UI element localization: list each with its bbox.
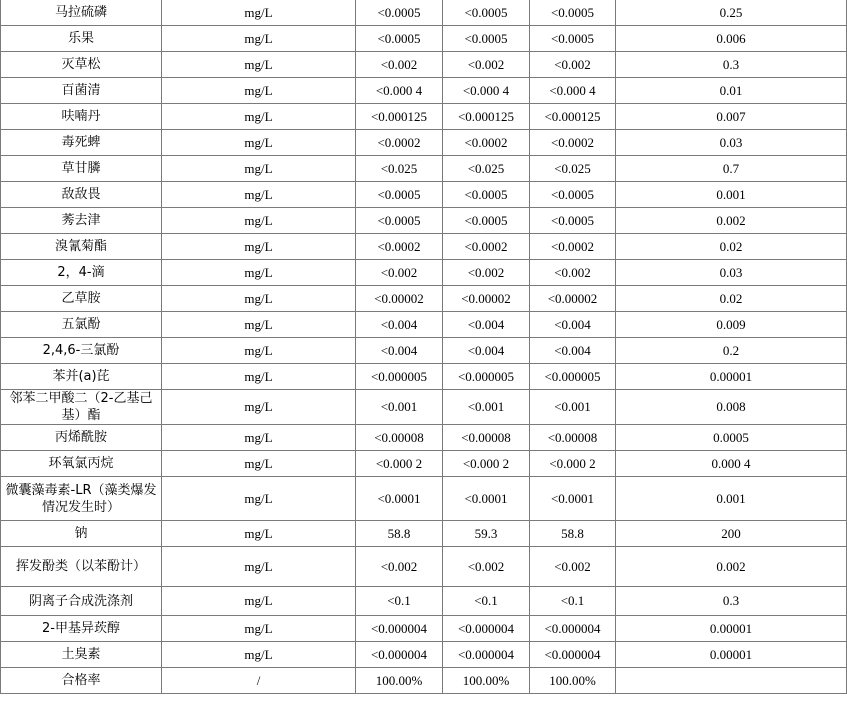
indicator-name-cell: 毒死蜱	[1, 130, 162, 156]
sample-2-value-cell: <0.00002	[443, 286, 530, 312]
sample-1-value-cell: <0.000 4	[356, 78, 443, 104]
indicator-name-cell: 2-甲基异莰醇	[1, 616, 162, 642]
sample-3-value-cell: <0.0001	[530, 477, 616, 521]
table-row	[1, 477, 847, 521]
sample-3-value-cell: <0.002	[530, 547, 616, 587]
sample-1-value-cell: 58.8	[356, 521, 443, 547]
indicator-name-cell: 五氯酚	[1, 312, 162, 338]
table-row	[1, 364, 847, 390]
table-row	[1, 642, 847, 668]
table-row	[1, 616, 847, 642]
limit-value-cell: 0.0005	[616, 425, 847, 451]
sample-1-value-cell: <0.004	[356, 312, 443, 338]
limit-value-cell: 0.009	[616, 312, 847, 338]
unit-cell: mg/L	[162, 364, 356, 390]
sample-3-value-cell: <0.0005	[530, 26, 616, 52]
sample-1-value-cell: <0.0002	[356, 234, 443, 260]
table-row	[1, 668, 847, 694]
unit-cell: mg/L	[162, 547, 356, 587]
sample-2-value-cell: <0.000005	[443, 364, 530, 390]
table-row	[1, 0, 847, 26]
unit-cell: mg/L	[162, 208, 356, 234]
table-row	[1, 425, 847, 451]
limit-value-cell: 0.002	[616, 547, 847, 587]
table-row	[1, 104, 847, 130]
unit-cell: mg/L	[162, 477, 356, 521]
sample-3-value-cell: <0.0005	[530, 208, 616, 234]
table-row	[1, 260, 847, 286]
unit-cell: mg/L	[162, 182, 356, 208]
indicator-name-cell: 苯并(a)芘	[1, 364, 162, 390]
sample-2-value-cell: <0.00008	[443, 425, 530, 451]
sample-2-value-cell: <0.002	[443, 52, 530, 78]
limit-value-cell: 200	[616, 521, 847, 547]
sample-2-value-cell: <0.000004	[443, 642, 530, 668]
limit-value-cell: 0.3	[616, 52, 847, 78]
indicator-name-cell: 2，4-滴	[1, 260, 162, 286]
sample-1-value-cell: <0.00008	[356, 425, 443, 451]
unit-cell: mg/L	[162, 338, 356, 364]
indicator-name-cell: 丙烯酰胺	[1, 425, 162, 451]
sample-3-value-cell: <0.000004	[530, 642, 616, 668]
limit-value-cell: 0.008	[616, 390, 847, 425]
unit-cell: mg/L	[162, 52, 356, 78]
limit-value-cell: 0.02	[616, 286, 847, 312]
limit-value-cell: 0.25	[616, 0, 847, 26]
sample-2-value-cell: <0.0002	[443, 130, 530, 156]
unit-cell: mg/L	[162, 286, 356, 312]
limit-value-cell: 0.001	[616, 182, 847, 208]
sample-1-value-cell: <0.0005	[356, 182, 443, 208]
unit-cell: mg/L	[162, 616, 356, 642]
unit-cell: mg/L	[162, 260, 356, 286]
sample-1-value-cell: <0.0005	[356, 208, 443, 234]
unit-cell: mg/L	[162, 26, 356, 52]
table-row	[1, 390, 847, 425]
sample-3-value-cell: 58.8	[530, 521, 616, 547]
unit-cell: mg/L	[162, 0, 356, 26]
sample-2-value-cell: <0.004	[443, 312, 530, 338]
unit-cell: mg/L	[162, 642, 356, 668]
table-row	[1, 156, 847, 182]
sample-2-value-cell: <0.0005	[443, 182, 530, 208]
indicator-name-cell: 莠去津	[1, 208, 162, 234]
limit-value-cell: 0.00001	[616, 364, 847, 390]
sample-3-value-cell: <0.000004	[530, 616, 616, 642]
indicator-name-cell: 乐果	[1, 26, 162, 52]
indicator-name-cell: 邻苯二甲酸二（2-乙基己基）酯	[1, 390, 162, 425]
sample-3-value-cell: <0.00002	[530, 286, 616, 312]
sample-2-value-cell: <0.001	[443, 390, 530, 425]
sample-3-value-cell: <0.025	[530, 156, 616, 182]
limit-value-cell: 0.000 4	[616, 451, 847, 477]
sample-2-value-cell: <0.000125	[443, 104, 530, 130]
limit-value-cell: 0.00001	[616, 642, 847, 668]
sample-1-value-cell: <0.001	[356, 390, 443, 425]
sample-1-value-cell: <0.000125	[356, 104, 443, 130]
unit-cell: mg/L	[162, 425, 356, 451]
sample-3-value-cell: 100.00%	[530, 668, 616, 694]
sample-2-value-cell: <0.000 4	[443, 78, 530, 104]
limit-value-cell: 0.00001	[616, 616, 847, 642]
sample-1-value-cell: <0.000004	[356, 642, 443, 668]
sample-3-value-cell: <0.0005	[530, 182, 616, 208]
sample-3-value-cell: <0.002	[530, 260, 616, 286]
sample-1-value-cell: <0.1	[356, 587, 443, 616]
limit-value-cell: 0.001	[616, 477, 847, 521]
sample-1-value-cell: <0.0001	[356, 477, 443, 521]
unit-cell: mg/L	[162, 156, 356, 182]
sample-3-value-cell: <0.002	[530, 52, 616, 78]
indicator-name-cell: 呋喃丹	[1, 104, 162, 130]
sample-3-value-cell: <0.000 4	[530, 78, 616, 104]
sample-1-value-cell: <0.002	[356, 547, 443, 587]
table-row	[1, 338, 847, 364]
unit-cell: /	[162, 668, 356, 694]
sample-2-value-cell: 59.3	[443, 521, 530, 547]
unit-cell: mg/L	[162, 312, 356, 338]
indicator-name-cell: 灭草松	[1, 52, 162, 78]
table-row	[1, 78, 847, 104]
limit-value-cell: 0.7	[616, 156, 847, 182]
table-body	[1, 0, 847, 694]
limit-value-cell: 0.3	[616, 587, 847, 616]
sample-1-value-cell: <0.000005	[356, 364, 443, 390]
indicator-name-cell: 土臭素	[1, 642, 162, 668]
table-row	[1, 208, 847, 234]
unit-cell: mg/L	[162, 521, 356, 547]
sample-2-value-cell: <0.0002	[443, 234, 530, 260]
unit-cell: mg/L	[162, 130, 356, 156]
sample-1-value-cell: <0.000004	[356, 616, 443, 642]
indicator-name-cell: 敌敌畏	[1, 182, 162, 208]
sample-1-value-cell: <0.025	[356, 156, 443, 182]
sample-3-value-cell: <0.0002	[530, 234, 616, 260]
table-row	[1, 130, 847, 156]
table-row	[1, 234, 847, 260]
sample-2-value-cell: <0.004	[443, 338, 530, 364]
sample-3-value-cell: <0.0002	[530, 130, 616, 156]
sample-2-value-cell: <0.0001	[443, 477, 530, 521]
sample-2-value-cell: 100.00%	[443, 668, 530, 694]
table-row	[1, 451, 847, 477]
sample-3-value-cell: <0.000 2	[530, 451, 616, 477]
table-row	[1, 286, 847, 312]
sample-3-value-cell: <0.004	[530, 312, 616, 338]
sample-1-value-cell: <0.002	[356, 52, 443, 78]
unit-cell: mg/L	[162, 234, 356, 260]
unit-cell: mg/L	[162, 78, 356, 104]
indicator-name-cell: 钠	[1, 521, 162, 547]
limit-value-cell	[616, 668, 847, 694]
limit-value-cell: 0.006	[616, 26, 847, 52]
sample-1-value-cell: <0.00002	[356, 286, 443, 312]
sample-2-value-cell: <0.0005	[443, 26, 530, 52]
sample-1-value-cell: <0.0005	[356, 26, 443, 52]
sample-2-value-cell: <0.0005	[443, 0, 530, 26]
limit-value-cell: 0.01	[616, 78, 847, 104]
sample-1-value-cell: <0.004	[356, 338, 443, 364]
sample-1-value-cell: <0.0005	[356, 0, 443, 26]
indicator-name-cell: 阴离子合成洗涤剂	[1, 587, 162, 616]
sample-3-value-cell: <0.000005	[530, 364, 616, 390]
limit-value-cell: 0.2	[616, 338, 847, 364]
sample-2-value-cell: <0.000 2	[443, 451, 530, 477]
limit-value-cell: 0.007	[616, 104, 847, 130]
sample-2-value-cell: <0.002	[443, 547, 530, 587]
sample-3-value-cell: <0.0005	[530, 0, 616, 26]
sample-1-value-cell: 100.00%	[356, 668, 443, 694]
table-row	[1, 26, 847, 52]
sample-3-value-cell: <0.001	[530, 390, 616, 425]
indicator-name-cell: 合格率	[1, 668, 162, 694]
table-row	[1, 312, 847, 338]
unit-cell: mg/L	[162, 390, 356, 425]
limit-value-cell: 0.02	[616, 234, 847, 260]
limit-value-cell: 0.03	[616, 130, 847, 156]
table-row	[1, 521, 847, 547]
indicator-name-cell: 环氧氯丙烷	[1, 451, 162, 477]
sample-3-value-cell: <0.00008	[530, 425, 616, 451]
table-row	[1, 182, 847, 208]
indicator-name-cell: 挥发酚类（以苯酚计）	[1, 547, 162, 587]
indicator-name-cell: 马拉硫磷	[1, 0, 162, 26]
sample-2-value-cell: <0.025	[443, 156, 530, 182]
sample-2-value-cell: <0.000004	[443, 616, 530, 642]
sample-3-value-cell: <0.004	[530, 338, 616, 364]
table-row	[1, 547, 847, 587]
indicator-name-cell: 2,4,6-三氯酚	[1, 338, 162, 364]
sample-3-value-cell: <0.000125	[530, 104, 616, 130]
indicator-name-cell: 微囊藻毒素-LR（藻类爆发情况发生时）	[1, 477, 162, 521]
sample-3-value-cell: <0.1	[530, 587, 616, 616]
limit-value-cell: 0.03	[616, 260, 847, 286]
table-row	[1, 52, 847, 78]
unit-cell: mg/L	[162, 104, 356, 130]
sample-1-value-cell: <0.002	[356, 260, 443, 286]
indicator-name-cell: 百菌清	[1, 78, 162, 104]
sample-2-value-cell: <0.002	[443, 260, 530, 286]
table-row	[1, 587, 847, 616]
sample-2-value-cell: <0.1	[443, 587, 530, 616]
indicator-name-cell: 溴氰菊酯	[1, 234, 162, 260]
limit-value-cell: 0.002	[616, 208, 847, 234]
sample-1-value-cell: <0.000 2	[356, 451, 443, 477]
unit-cell: mg/L	[162, 587, 356, 616]
indicator-name-cell: 乙草胺	[1, 286, 162, 312]
unit-cell: mg/L	[162, 451, 356, 477]
sample-1-value-cell: <0.0002	[356, 130, 443, 156]
indicator-name-cell: 草甘膦	[1, 156, 162, 182]
sample-2-value-cell: <0.0005	[443, 208, 530, 234]
